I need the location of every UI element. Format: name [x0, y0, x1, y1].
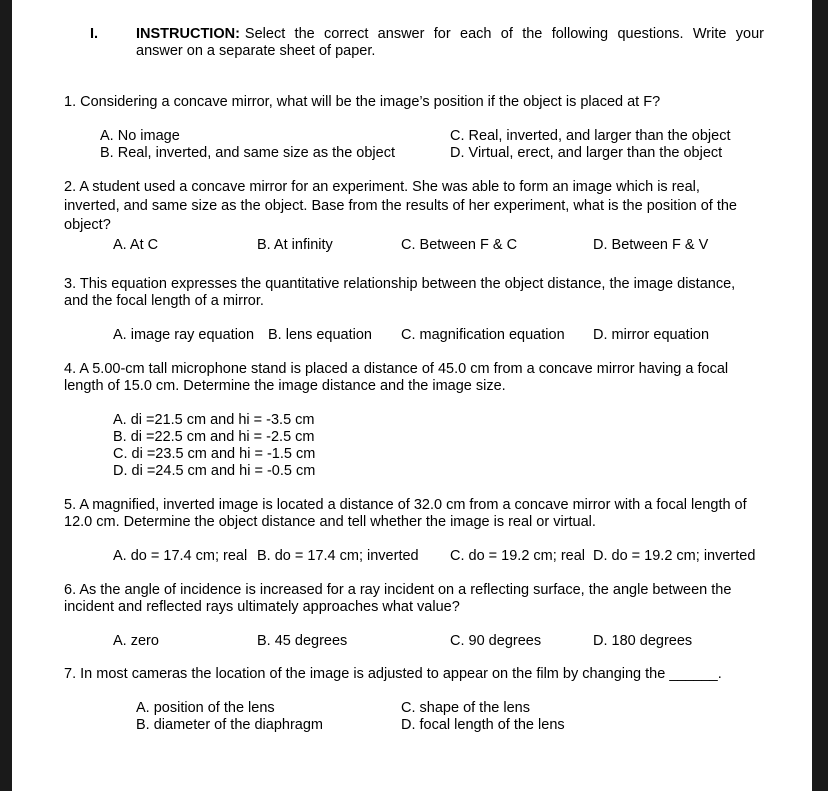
instruction-line-2: answer on a separate sheet of paper.: [136, 43, 376, 59]
q4-choice-b: B. di =22.5 cm and hi = -2.5 cm: [113, 429, 315, 445]
q6-choice-c: C. 90 degrees: [450, 633, 542, 649]
question-2-line-1: 2. A student used a concave mirror for an experiment. She was able to form an image which is real,: [64, 179, 700, 195]
question-5-line-2: 12.0 cm. Determine the object distance and tell whether the image is real or virtual.: [64, 514, 596, 530]
q4-choice-a: A. di =21.5 cm and hi = -3.5 cm: [113, 412, 315, 428]
question-7-text: 7. In most cameras the location of the image is adjusted to appear on the film by changing the ______.: [64, 666, 722, 682]
q5-choice-c: C. do = 19.2 cm; real: [450, 548, 585, 564]
q6-choice-d: D. 180 degrees: [593, 633, 693, 649]
q4-choice-c: C. di =23.5 cm and hi = -1.5 cm: [113, 446, 316, 462]
q5-choice-d: D. do = 19.2 cm; inverted: [593, 548, 756, 564]
q7-choice-a: A. position of the lens: [136, 700, 275, 716]
section-numeral: I.: [90, 26, 99, 42]
instruction-label: INSTRUCTION:: [136, 26, 240, 42]
question-6-line-1: 6. As the angle of incidence is increased for a ray incident on a reflecting surface, the angle between the: [64, 582, 732, 598]
question-2-line-3: object?: [64, 217, 111, 233]
q6-choice-a: A. zero: [113, 633, 159, 649]
q3-choice-a: A. image ray equation: [113, 327, 255, 343]
q4-choice-d: D. di =24.5 cm and hi = -0.5 cm: [113, 463, 316, 479]
instruction-text-1: Select the correct answer for each of the following questions. Write your: [244, 26, 764, 42]
question-4-line-2: length of 15.0 cm. Determine the image distance and the image size.: [64, 378, 506, 394]
q3-choice-d: D. mirror equation: [593, 327, 710, 343]
q5-choice-b: B. do = 17.4 cm; inverted: [257, 548, 419, 564]
scan-edge-right: [812, 0, 828, 791]
question-1-text: 1. Considering a concave mirror, what will be the image’s position if the object is placed at F?: [64, 94, 661, 110]
q2-choice-a: A. At C: [113, 237, 159, 253]
scan-edge-left: [0, 0, 12, 791]
q2-choice-b: B. At infinity: [257, 237, 333, 253]
q7-choice-d: D. focal length of the lens: [401, 717, 565, 733]
question-2-line-2: inverted, and same size as the object. Base from the results of her experiment, what is the position of the: [64, 198, 737, 214]
q6-choice-b: B. 45 degrees: [257, 633, 348, 649]
q3-choice-b: B. lens equation: [268, 327, 372, 343]
q1-choice-a: A. No image: [100, 128, 180, 144]
q7-choice-b: B. diameter of the diaphragm: [136, 717, 323, 733]
q2-choice-d: D. Between F & V: [593, 237, 709, 253]
question-5-line-1: 5. A magnified, inverted image is located a distance of 32.0 cm from a concave mirror with a focal length of: [64, 497, 747, 513]
q1-choice-c: C. Real, inverted, and larger than the object: [450, 128, 731, 144]
q2-choice-c: C. Between F & C: [401, 237, 518, 253]
q7-choice-c: C. shape of the lens: [401, 700, 530, 716]
q1-choice-d: D. Virtual, erect, and larger than the object: [450, 145, 723, 161]
question-4-line-1: 4. A 5.00-cm tall microphone stand is placed a distance of 45.0 cm from a concave mirror having a focal: [64, 361, 729, 377]
q3-choice-c: C. magnification equation: [401, 327, 565, 343]
q1-choice-b: B. Real, inverted, and same size as the object: [100, 145, 395, 161]
instruction-line-1: [136, 26, 764, 43]
worksheet-page: [12, 0, 812, 791]
q5-choice-a: A. do = 17.4 cm; real: [113, 548, 248, 564]
question-3-line-1: 3. This equation expresses the quantitative relationship between the object distance, the image distance,: [64, 276, 736, 292]
question-3-line-2: and the focal length of a mirror.: [64, 293, 264, 309]
question-6-line-2: incident and reflected rays ultimately approaches what value?: [64, 599, 460, 615]
